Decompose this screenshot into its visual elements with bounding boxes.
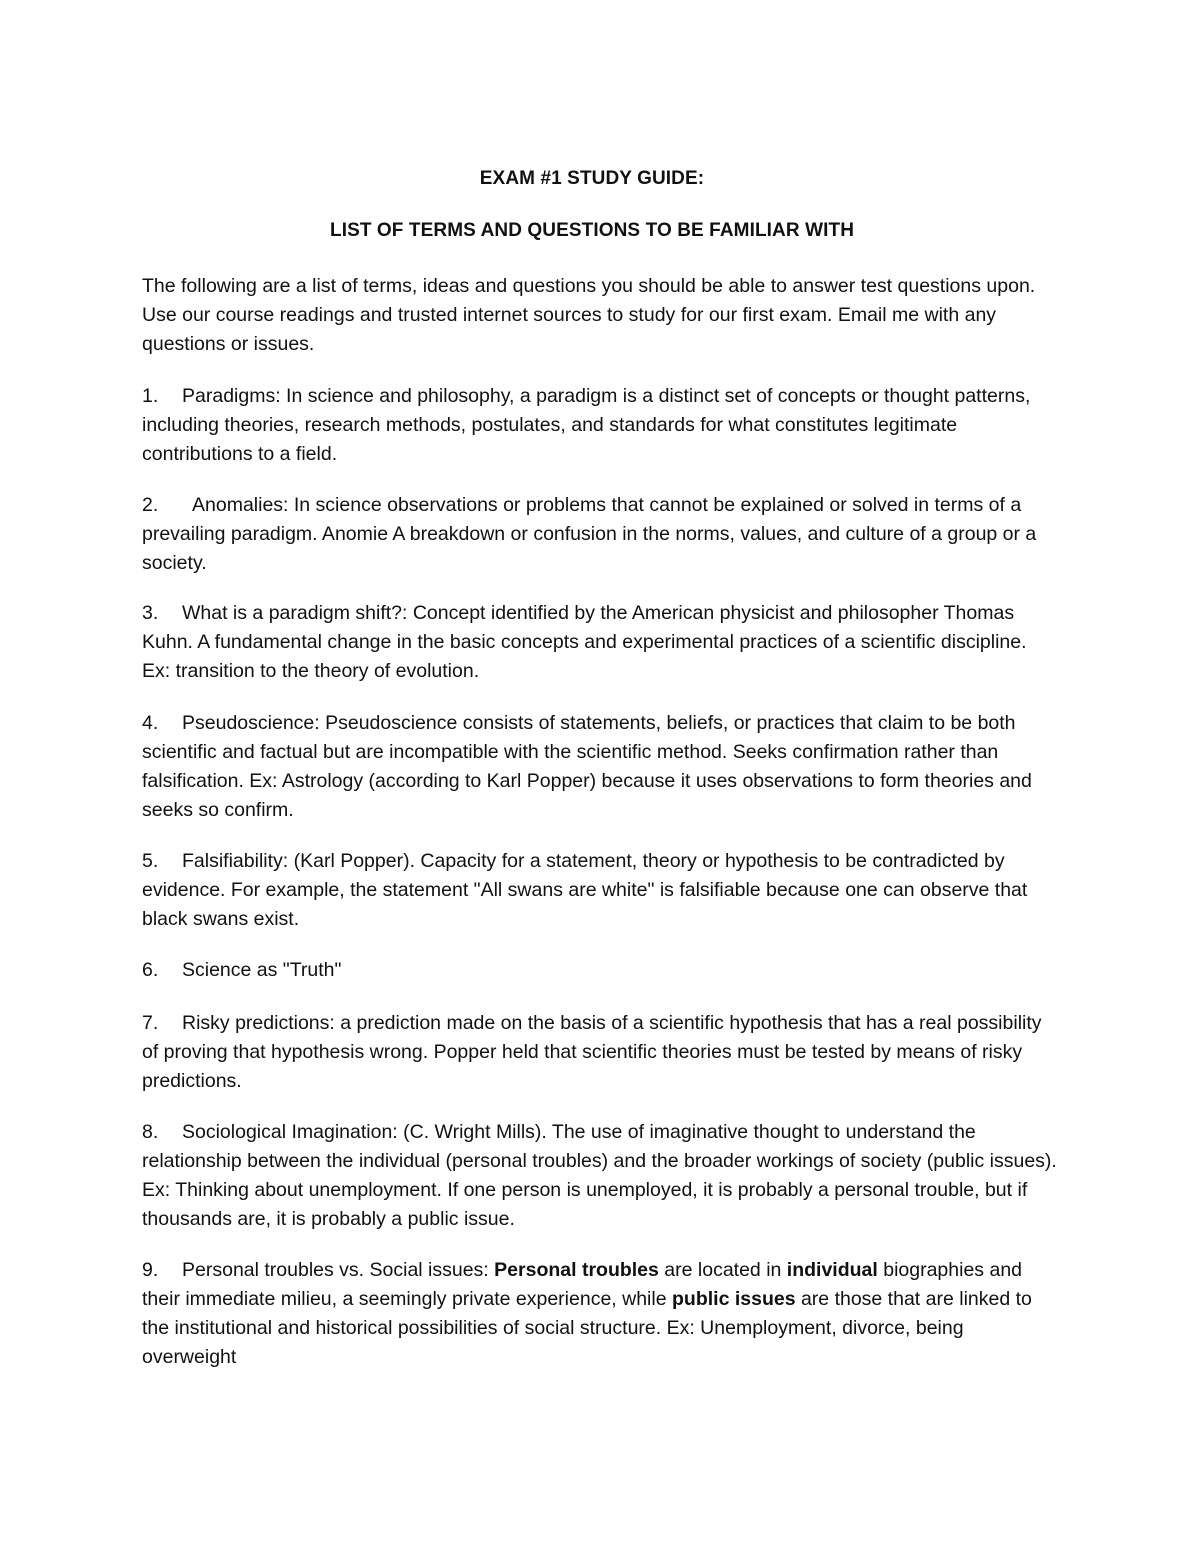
item-number: 9.	[142, 1259, 159, 1281]
item-text: Falsifiability: (Karl Popper). Capacity for a statement, theory or hypothesis to be contradicted by evidence. For example, the statement "All swans are white" is falsifiable because one can observe that black swans exist.	[142, 850, 1028, 930]
bold-term: Personal troubles	[494, 1259, 659, 1281]
item-text: What is a paradigm shift?: Concept identified by the American physicist and philosopher Thomas Kuhn. A fundamental change in the basic concepts and experimental practices of a scientific discipline. Ex: transition to the theory of evolution.	[142, 602, 1027, 682]
item-text: Anomalies: In science observations or problems that cannot be explained or solved in terms of a prevailing paradigm. Anomie A breakdown or confusion in the norms, values, and culture of a group or a society.	[142, 494, 1037, 574]
item-text-tail: are those that are linked to the institutional and historical possibilities of social structure. Ex: Unemployment, divorce, being overweight	[142, 1288, 1032, 1368]
list-item	[142, 599, 1057, 686]
bold-term: public issues	[672, 1288, 796, 1310]
list-item	[142, 847, 1057, 934]
item-text: Pseudoscience: Pseudoscience consists of statements, beliefs, or practices that claim to be both scientific and factual but are incompatible with the scientific method. Seeks confirmation rather than falsification. Ex: Astrology (according to Karl Popper) because it uses observations to form theories and seeks so confirm.	[142, 712, 1032, 821]
item-text-mid: are located in	[658, 1259, 787, 1281]
document-title: EXAM #1 STUDY GUIDE:	[479, 168, 705, 189]
list-item	[142, 1118, 1057, 1234]
item-text: Paradigms: In science and philosophy, a paradigm is a distinct set of concepts or thought patterns, including theories, research methods, postulates, and standards for what constitutes legitimate contributions to a field.	[142, 385, 1031, 465]
item-text: Risky predictions: a prediction made on the basis of a scientific hypothesis that has a real possibility of proving that hypothesis wrong. Popper held that scientific theories must be tested by means of risky predictions.	[142, 1012, 1042, 1092]
list-item	[142, 1256, 1057, 1372]
item-number: 4.	[142, 712, 159, 734]
item-text: Sociological Imagination: (C. Wright Mills). The use of imaginative thought to understand the relationship between the individual (personal troubles) and the broader workings of society (public issues). Ex: Thinking about unemployment. If one person is unemployed, it is probably a personal trouble, but if thousands are, it is probably a public issue.	[142, 1121, 1057, 1230]
item-number: 6.	[142, 959, 159, 981]
item-number: 8.	[142, 1121, 159, 1143]
list-item	[142, 382, 1057, 469]
intro-paragraph: The following are a list of terms, ideas and questions you should be able to answer test questions upon. Use our course readings and trusted internet sources to study for our first exam. Email me with any questions or issues.	[142, 275, 1036, 355]
list-item	[142, 709, 1057, 825]
bold-term: individual	[786, 1259, 878, 1281]
list-item	[142, 956, 1057, 985]
item-text-lead: Personal troubles vs. Social issues:	[182, 1259, 495, 1281]
item-number: 7.	[142, 1012, 159, 1034]
item-number: 1.	[142, 385, 159, 407]
list-item	[142, 491, 1057, 578]
list-item	[142, 1009, 1057, 1096]
item-text: Science as "Truth"	[182, 959, 342, 981]
item-number: 3.	[142, 602, 159, 624]
item-number: 2.	[142, 494, 159, 516]
item-number: 5.	[142, 850, 159, 872]
document-subtitle: LIST OF TERMS AND QUESTIONS TO BE FAMILIAR WITH	[329, 220, 855, 241]
item-text-mid: biographies and their immediate milieu, a seemingly private experience, while	[142, 1259, 1023, 1310]
